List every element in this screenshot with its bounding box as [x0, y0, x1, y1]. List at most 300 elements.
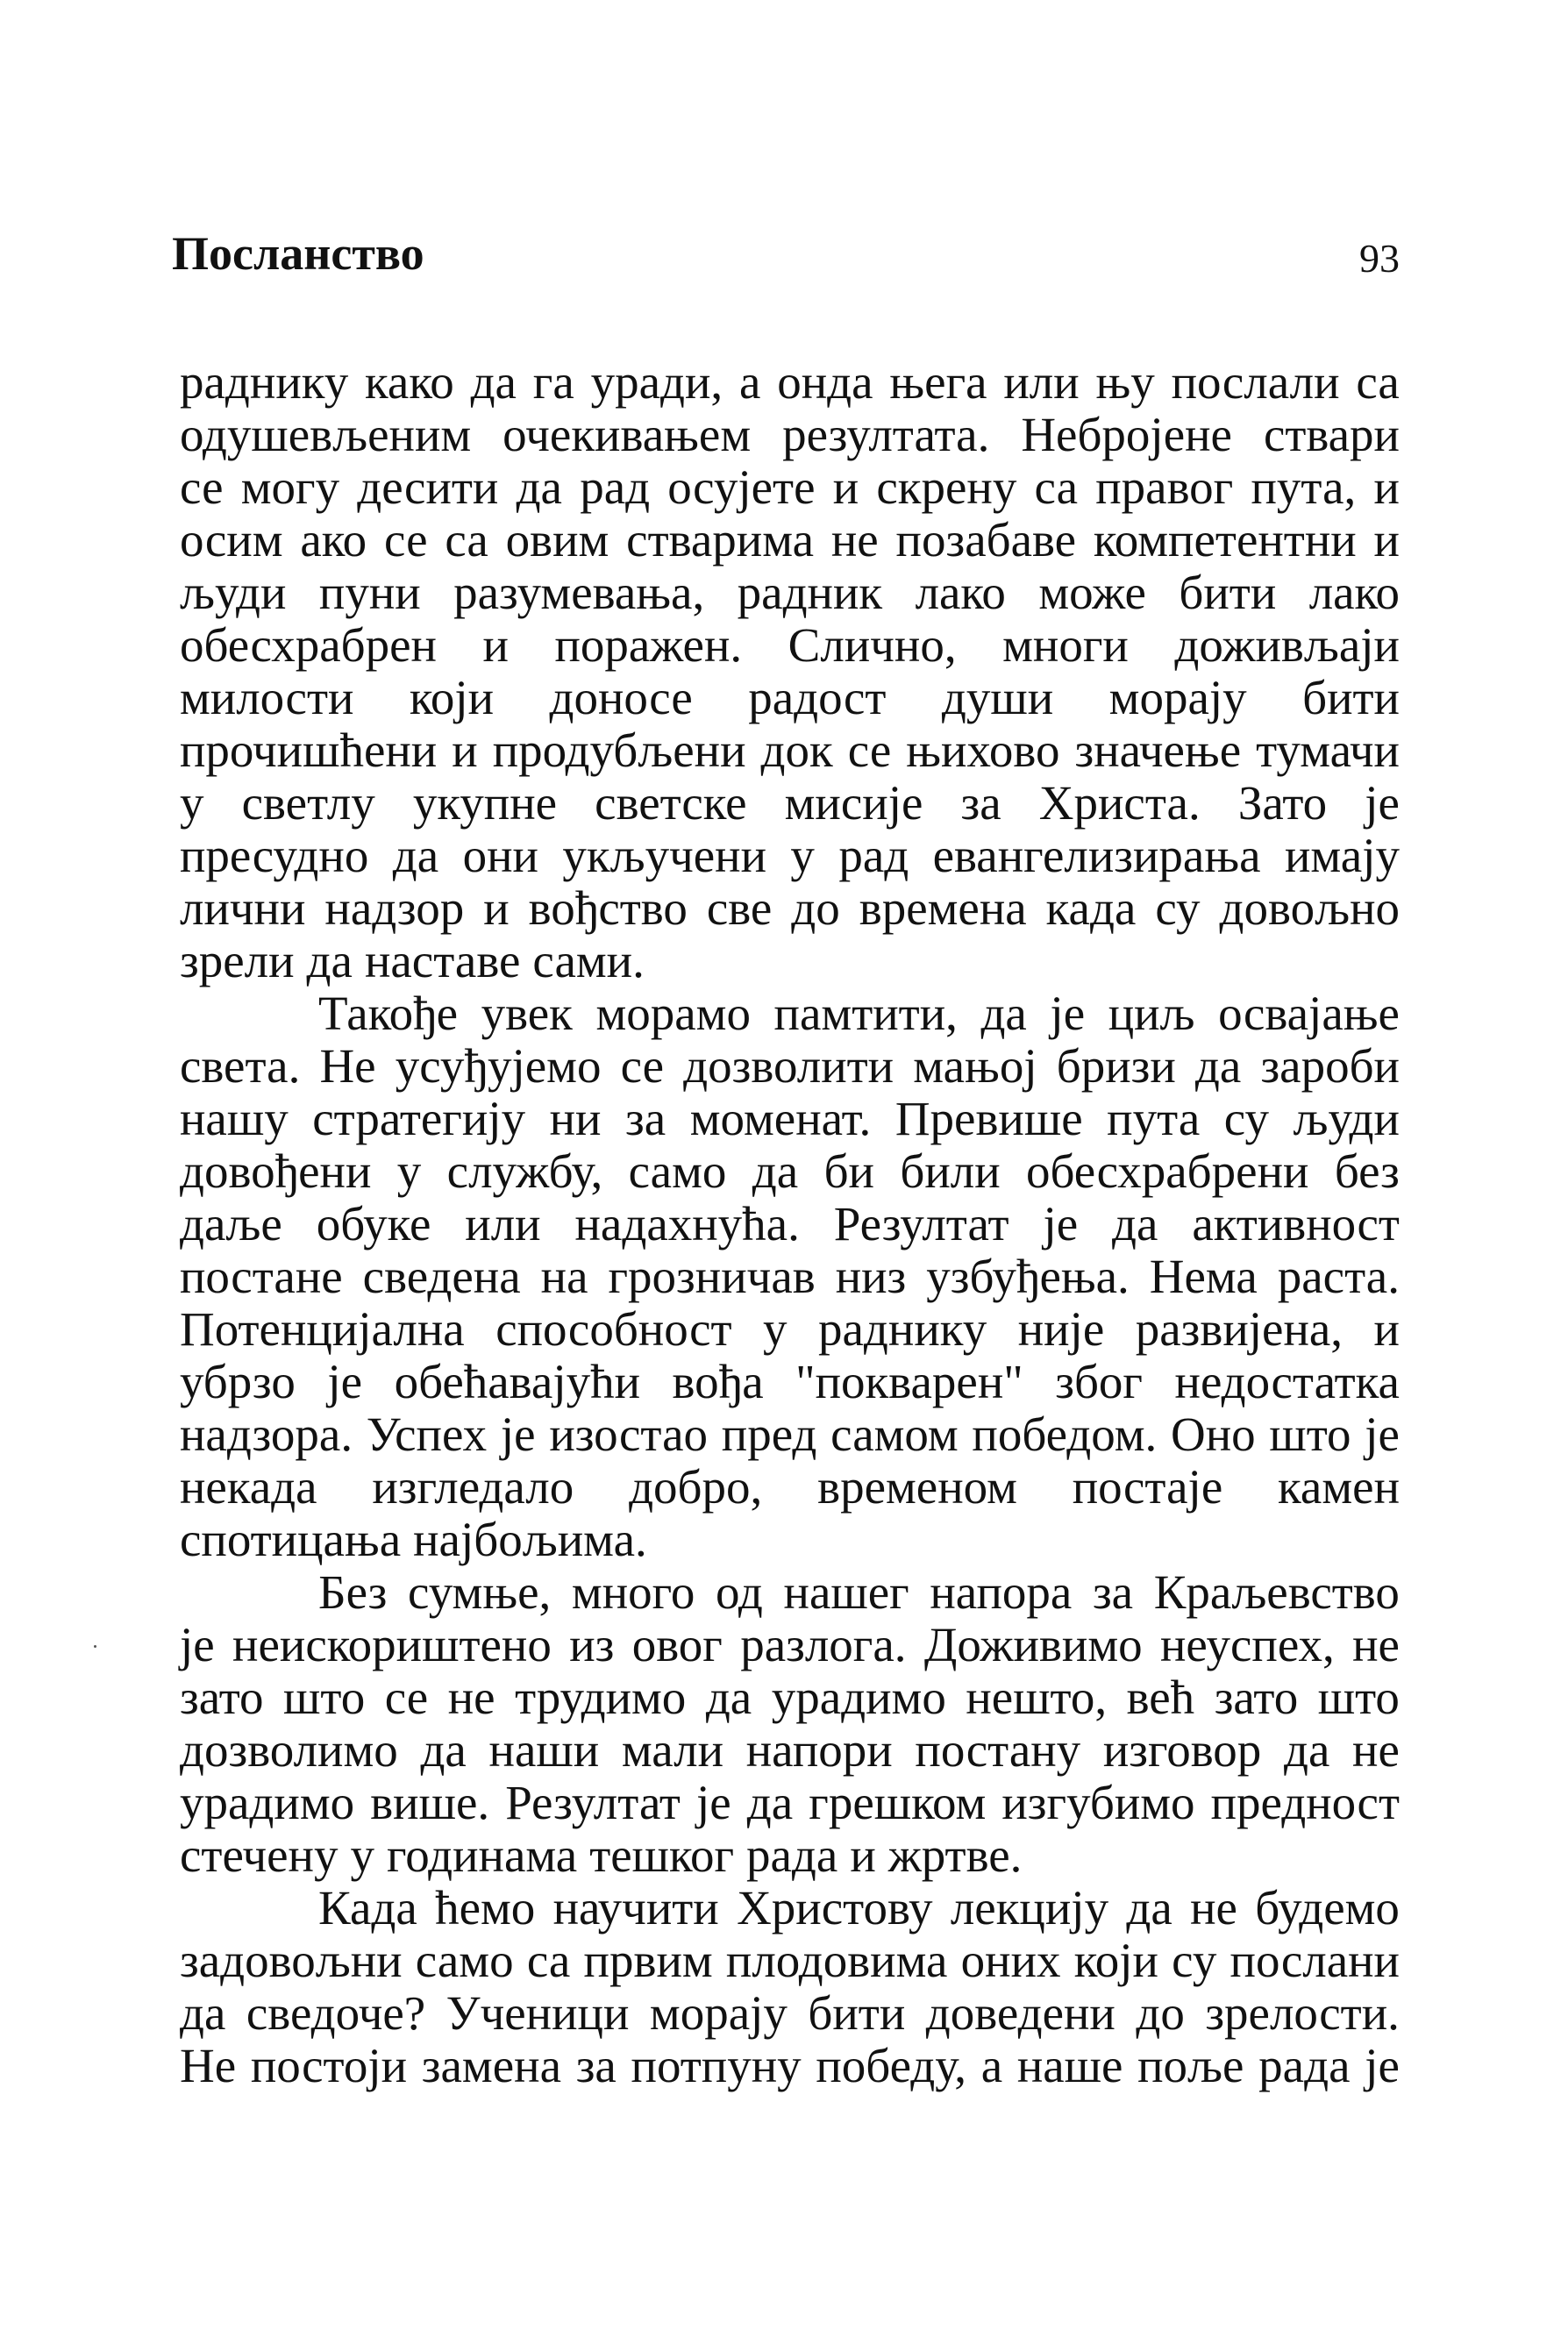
word: да [306, 934, 353, 987]
paragraph [180, 987, 1400, 1566]
word: компетентни [1093, 513, 1357, 566]
word: поражен. [554, 618, 743, 672]
word: Доживимо [923, 1618, 1143, 1671]
text-line [180, 566, 1400, 619]
word: пута, [1251, 460, 1357, 514]
word: урадимо [771, 1671, 946, 1724]
word: сведена [362, 1250, 521, 1303]
text-line [180, 1408, 1400, 1461]
scan-speck [94, 1645, 96, 1648]
word: за [1092, 1565, 1134, 1619]
word: Христа. [1038, 776, 1201, 830]
word: је [1365, 1407, 1400, 1461]
word: овим [505, 513, 609, 566]
word: зато [1214, 1671, 1299, 1724]
word: нашег [783, 1565, 909, 1619]
word: Зато [1237, 776, 1328, 830]
word: зароби [1260, 1039, 1400, 1093]
word: Не [180, 2039, 237, 2092]
word: изостао [549, 1407, 709, 1461]
word: за [960, 776, 1001, 830]
word: доведени [925, 1986, 1115, 2040]
word: много [571, 1565, 695, 1619]
word: плодовима [725, 1934, 948, 1987]
text-line [180, 724, 1400, 777]
word: су [1223, 1092, 1269, 1145]
word: људи [1293, 1092, 1400, 1145]
word: је [1365, 776, 1400, 830]
word: самом [830, 1407, 959, 1461]
word: постоји [250, 2039, 408, 2092]
word: трудимо [515, 1671, 687, 1724]
word: радост [748, 671, 887, 724]
word: лако [915, 566, 1006, 619]
word: евангелизирања [932, 829, 1261, 882]
word: света. [180, 1039, 301, 1093]
word: довољно [1219, 881, 1400, 935]
word: пресудно [180, 829, 369, 882]
word: не [830, 513, 879, 566]
word: годинама [387, 1828, 578, 1882]
word: нашу [180, 1092, 289, 1145]
word: неуспех, [1160, 1618, 1335, 1671]
text-line [180, 1935, 1400, 1987]
word: грешком [809, 1776, 987, 1829]
word: постану [915, 1723, 1081, 1777]
word: дозволимо [180, 1723, 398, 1777]
text-line [180, 514, 1400, 566]
word: наставе [364, 934, 521, 987]
word: наше [1016, 2039, 1123, 2092]
word: способност [495, 1302, 732, 1356]
word: скрену [876, 460, 1017, 514]
word: светске [595, 776, 747, 830]
word: оних [960, 1934, 1061, 1987]
word: и [1373, 513, 1400, 566]
word: морају [649, 1986, 788, 2040]
word: Без [318, 1565, 388, 1619]
word: да [980, 987, 1027, 1040]
word: да [746, 1776, 794, 1829]
word: тешког [589, 1828, 735, 1882]
word: правог [1095, 460, 1234, 514]
word: добро, [629, 1460, 763, 1514]
word: осујете [667, 460, 816, 514]
word: предност [1210, 1776, 1400, 1829]
word: памтити, [773, 987, 958, 1040]
word: они [462, 829, 538, 882]
word: да [516, 460, 562, 514]
word: до [1136, 1986, 1185, 2040]
word: прочишћени [180, 723, 438, 777]
word: изгубимо [1001, 1776, 1195, 1829]
word: бити [808, 1986, 906, 2040]
word: који [409, 671, 495, 724]
word: није [1017, 1302, 1105, 1356]
word: да [752, 1144, 799, 1198]
word: Такође [318, 987, 459, 1040]
word: у [396, 1144, 422, 1198]
word: или [1003, 355, 1080, 409]
word: обесхрабрени [1026, 1144, 1309, 1198]
word: позабаве [895, 513, 1077, 566]
word: неискориштено [232, 1618, 552, 1671]
text-line [180, 1461, 1400, 1514]
word: бити [1179, 566, 1277, 619]
word: разумевања, [453, 566, 705, 619]
word: са [445, 513, 488, 566]
word: Успех [366, 1407, 488, 1461]
text-line [180, 987, 1400, 1040]
word: је [180, 1618, 215, 1671]
word: првим [583, 1934, 713, 1987]
word: спотицања [180, 1513, 402, 1566]
word: убрзо [180, 1355, 296, 1408]
word: напора [930, 1565, 1073, 1619]
word: и [483, 881, 510, 935]
word: замена [421, 2039, 561, 2092]
word: и [850, 1828, 876, 1882]
word: рада [746, 1828, 838, 1882]
word: се [620, 1039, 665, 1093]
word: како [365, 355, 454, 409]
word: лако [1308, 566, 1400, 619]
text-line [180, 1251, 1400, 1303]
word: да [1194, 1039, 1242, 1093]
word: све [706, 881, 773, 935]
word: наши [488, 1723, 600, 1777]
word: Небројене [1021, 408, 1232, 461]
text-line [180, 1619, 1400, 1671]
page-number: 93 [1359, 236, 1400, 281]
word: да [392, 829, 439, 882]
word: временом [817, 1460, 1017, 1514]
word: циљ [1108, 987, 1195, 1040]
word: уради, [590, 355, 723, 409]
word: а [739, 355, 761, 409]
word: већ [1126, 1671, 1195, 1724]
word: сумње, [408, 1565, 552, 1619]
word: увек [481, 987, 573, 1040]
word: пуни [318, 566, 421, 619]
word: се [384, 513, 428, 566]
word: ако [300, 513, 367, 566]
text-line [180, 1882, 1400, 1935]
word: од [715, 1565, 763, 1619]
word: бити [1302, 671, 1400, 724]
word: послали [1171, 355, 1340, 409]
word: и [452, 723, 478, 777]
word: некада [180, 1460, 317, 1514]
word: освајање [1218, 987, 1400, 1040]
word: без [1334, 1144, 1400, 1198]
word: тумачи [1256, 723, 1400, 777]
word: постане [180, 1250, 343, 1303]
word: што [283, 1671, 366, 1724]
text-line [180, 356, 1400, 409]
word: се [180, 460, 224, 514]
text-line [180, 1566, 1400, 1619]
word: пута [1107, 1092, 1201, 1145]
word: је [696, 1776, 731, 1829]
word: многи [1002, 618, 1129, 672]
word: зрели [180, 934, 295, 987]
word: милости [180, 671, 354, 724]
word: "покварен" [795, 1355, 1023, 1408]
word: у [790, 829, 815, 882]
text-line [180, 777, 1400, 830]
word: победу, [816, 2039, 966, 2092]
word: потпуну [631, 2039, 802, 2092]
word: очекивањем [502, 408, 752, 461]
word: га [532, 355, 574, 409]
word: морамо [595, 987, 751, 1040]
word: поље [1137, 2039, 1244, 2092]
paragraph [180, 1566, 1400, 1882]
word: недостатка [1174, 1355, 1400, 1408]
word: овог [631, 1618, 723, 1671]
word: не [1190, 1881, 1237, 1935]
word: радник [737, 566, 883, 619]
text-line [180, 1777, 1400, 1829]
word: њихово [906, 723, 1060, 777]
body-text [180, 356, 1400, 2092]
running-header-title: Посланство [172, 227, 424, 280]
word: не [1352, 1618, 1400, 1671]
word: да [470, 355, 517, 409]
word: да [1283, 1723, 1330, 1777]
word: доносе [549, 671, 693, 724]
word: надзора. [180, 1407, 353, 1461]
word: победом. [972, 1407, 1158, 1461]
text-line [180, 461, 1400, 514]
word: да [1126, 1881, 1172, 1935]
word: на [540, 1250, 588, 1303]
word: њега [889, 355, 987, 409]
word: изговор [1102, 1723, 1262, 1777]
word: резултата. [782, 408, 990, 461]
text-line [180, 1040, 1400, 1093]
word: значење [1074, 723, 1242, 777]
word: са [1034, 460, 1079, 514]
word: послани [1229, 1934, 1400, 1987]
word: у [180, 776, 204, 830]
word: се [847, 723, 892, 777]
word: и [1373, 1302, 1400, 1356]
word: грозничав [608, 1250, 816, 1303]
word: одушевљеним [180, 408, 472, 461]
word: је [327, 1355, 363, 1408]
paragraph [180, 356, 1400, 987]
word: стечену [180, 1828, 339, 1882]
word: Нема [1149, 1250, 1258, 1303]
word: само [415, 1934, 514, 1987]
word: њу [1095, 355, 1155, 409]
word: ћемо [435, 1881, 536, 1935]
word: у [350, 1828, 374, 1882]
word: морају [1108, 671, 1247, 724]
word: када [1045, 881, 1137, 935]
word: научити [552, 1881, 719, 1935]
word: Не [319, 1039, 376, 1093]
word: Христову [737, 1881, 933, 1935]
word: због [1055, 1355, 1143, 1408]
word: може [1038, 566, 1146, 619]
word: низ [835, 1250, 907, 1303]
word: Оно [1170, 1407, 1256, 1461]
word: урадимо [180, 1776, 355, 1829]
word: мањој [913, 1039, 1037, 1093]
word: да [1112, 1197, 1158, 1251]
text-line [180, 1198, 1400, 1251]
word: времена [859, 881, 1027, 935]
word: продубљени [492, 723, 746, 777]
word: укључени [562, 829, 767, 882]
word: ни [549, 1092, 602, 1145]
word: узбуђења. [926, 1250, 1130, 1303]
word: Када [318, 1881, 417, 1935]
paragraph [180, 1882, 1400, 2092]
word: а [980, 2039, 1003, 2092]
word: зато [180, 1671, 264, 1724]
word: рада [1258, 2039, 1351, 2092]
text-line [180, 2040, 1400, 2092]
word: раднику [180, 355, 349, 409]
word: до [791, 881, 840, 935]
word: из [569, 1618, 615, 1671]
word: за [625, 1092, 666, 1145]
word: надзор [324, 881, 465, 935]
word: обуке [316, 1197, 431, 1251]
text-line [180, 1724, 1400, 1777]
text-line [180, 1303, 1400, 1356]
text-line [180, 619, 1400, 672]
word: мисије [784, 776, 923, 830]
word: сами. [532, 934, 645, 987]
word: се [384, 1671, 429, 1724]
word: мали [621, 1723, 724, 1777]
text-line [180, 1514, 1400, 1566]
word: довођени [180, 1144, 372, 1198]
word: вођа [672, 1355, 764, 1408]
word: души [941, 671, 1054, 724]
word: усуђујемо [395, 1039, 602, 1093]
word: даље [180, 1197, 282, 1251]
word: не [1352, 1723, 1400, 1777]
word: пред [721, 1407, 817, 1461]
word: обесхрабрен [180, 618, 437, 672]
word: Резултат [505, 1776, 681, 1829]
word: бризи [1056, 1039, 1176, 1093]
word: зрелости. [1205, 1986, 1400, 2040]
word: Краљевство [1153, 1565, 1400, 1619]
word: и [482, 618, 509, 672]
word: обећавајући [394, 1355, 641, 1408]
word: моменат. [689, 1092, 872, 1145]
word: укупне [412, 776, 558, 830]
word: имају [1284, 829, 1400, 882]
word: што [1269, 1407, 1351, 1461]
text-line [180, 830, 1400, 882]
word: будемо [1255, 1881, 1400, 1935]
word: је [1050, 987, 1086, 1040]
word: стратегију [312, 1092, 526, 1145]
text-line [180, 882, 1400, 935]
word: изгледало [372, 1460, 574, 1514]
text-line [180, 1093, 1400, 1145]
word: десити [357, 460, 499, 514]
word: доживљаји [1174, 618, 1400, 672]
word: да [705, 1671, 752, 1724]
word: Потенцијална [180, 1302, 465, 1356]
word: вођство [528, 881, 688, 935]
word: више. [370, 1776, 490, 1829]
word: би [823, 1144, 874, 1198]
word: са [526, 1934, 571, 1987]
word: лекцију [950, 1881, 1109, 1935]
word: осим [180, 513, 283, 566]
word: ствари [1263, 408, 1400, 461]
text-line [180, 1987, 1400, 2040]
word: Резултат [833, 1197, 1009, 1251]
word: развијена, [1135, 1302, 1343, 1356]
word: док [760, 723, 833, 777]
word: људи [180, 566, 287, 619]
word: онда [777, 355, 873, 409]
word: су [1172, 1934, 1217, 1987]
word: Слично, [788, 618, 957, 672]
word: који [1073, 1934, 1158, 1987]
word: раднику [818, 1302, 987, 1356]
word: стварима [626, 513, 815, 566]
word: Превише [894, 1092, 1083, 1145]
word: активност [1192, 1197, 1400, 1251]
text-line [180, 1829, 1400, 1882]
word: само [628, 1144, 727, 1198]
word: службу, [446, 1144, 603, 1198]
word: или [465, 1197, 541, 1251]
word: не [447, 1671, 495, 1724]
word: разлога. [740, 1618, 907, 1671]
word: били [900, 1144, 1001, 1198]
word: задовољни [180, 1934, 403, 1987]
word: што [1317, 1671, 1400, 1724]
text-line [180, 1356, 1400, 1408]
word: лични [180, 881, 306, 935]
word: нешто, [966, 1671, 1108, 1724]
word: напори [745, 1723, 893, 1777]
text-line [180, 1145, 1400, 1198]
word: и [1373, 460, 1400, 514]
word: је [1043, 1197, 1079, 1251]
word: могу [240, 460, 340, 514]
word: жртве. [887, 1828, 1023, 1882]
word: да [420, 1723, 467, 1777]
word: је [1365, 2039, 1400, 2092]
word: надахнућа. [574, 1197, 800, 1251]
text-line [180, 409, 1400, 461]
text-line [180, 672, 1400, 724]
word: са [1356, 355, 1400, 409]
word: у [763, 1302, 788, 1356]
word: најбољима. [413, 1513, 647, 1566]
word: су [1155, 881, 1201, 935]
word: за [575, 2039, 617, 2092]
word: рад [838, 829, 909, 882]
word: је [500, 1407, 536, 1461]
text-line [180, 1671, 1400, 1724]
word: дозволити [683, 1039, 894, 1093]
